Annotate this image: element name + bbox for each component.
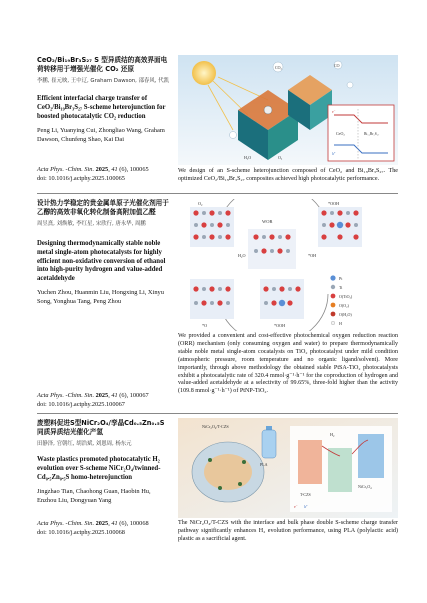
entry-2-citation: Acta Phys. -Chim. Sin. 2025, 41 (6), 100067 doi: 10.1016/j.actphy.2025.100067 xyxy=(37,392,170,409)
entry-3-citation: Acta Phys. -Chim. Sin. 2025, 41 (6), 100068 doi: 10.1016/j.actphy.2025.100068 xyxy=(37,520,170,537)
entry-1-article: 100065 xyxy=(129,166,149,173)
svg-text:O₂: O₂ xyxy=(198,201,203,206)
svg-text:O(TiO₂): O(TiO₂) xyxy=(339,294,353,299)
svg-text:NiCr₂O₄/T-CZS: NiCr₂O₄/T-CZS xyxy=(202,424,229,429)
entry-2-issue: (6) xyxy=(119,392,127,399)
band-diagram-inset xyxy=(328,105,394,161)
entry-3-caption: The NiCr₂O₄/T-CZS with the interface and bulk phase double S-scheme charge transfer pathway significantly enhances H₂ evolution performance, using PLA (polylactic acid) plastic as a sacrificial agent. xyxy=(178,520,398,542)
entry-3-en-title[interactable]: Waste plastics promoted photocatalytic H₂ evolution over S-scheme NiCr₂O₄/twinned-Cd₀.₅Zn₀.₅S homo-heterojunction xyxy=(37,456,161,481)
svg-text:H₂: H₂ xyxy=(330,432,335,437)
svg-text:e⁻: e⁻ xyxy=(294,505,298,509)
entry-1-year: 2025 xyxy=(95,166,109,173)
separator-1 xyxy=(37,193,398,194)
entry-1-cn-authors: 李鹏, 崔元映, 王中辽, Graham Dawson, 邵春风, 代凯 xyxy=(37,78,169,85)
entry-3-year: 2025 xyxy=(95,520,109,527)
svg-text:WOR: WOR xyxy=(262,219,273,224)
entry-3-article: 100068 xyxy=(129,520,149,527)
entry-2-text xyxy=(37,199,170,306)
entry-3-doi[interactable]: doi: 10.1016/j.actphy.2025.100068 xyxy=(37,528,125,536)
entry-2-volume: 41 xyxy=(111,392,118,399)
homo-heterojunction-illustration xyxy=(178,418,398,518)
svg-text:CeO₂: CeO₂ xyxy=(336,131,345,136)
svg-text:T-CZS: T-CZS xyxy=(300,492,311,497)
entry-1-journal: Acta Phys. -Chim. Sin. xyxy=(37,166,95,173)
entry-1-caption: We design of an S-scheme heterojunction composed of CeO₂ and Bi₁₉Br₃S₂₇. The optimized CeO₂/Bi₁₉Br₃S₂₇ composites achieved high photocatalytic performance. xyxy=(178,168,398,182)
entry-3-figure xyxy=(178,418,398,518)
svg-text:O(O₂): O(O₂) xyxy=(339,303,349,308)
entry-1-en-title[interactable]: Efficient interfacial charge transfer of CeO₂/Bi₁₉Br₃S₂₇ S-scheme heterojunction for boosted photocatalytic CO₂ reduction xyxy=(37,95,166,120)
entry-3-cn-title: 废塑料促进S型NiCr₂O₄/孪晶Cd₀.₅Zn₀.₅S同质异质结光催化产氢 xyxy=(37,419,165,437)
entry-3-text xyxy=(37,419,170,505)
svg-text:O(H₂O): O(H₂O) xyxy=(339,312,352,317)
entry-1-citation: Acta Phys. -Chim. Sin. 2025, 41 (6), 100065 doi: 10.1016/j.actphy.2025.100065 xyxy=(37,166,170,183)
svg-text:NiCr₂O₄: NiCr₂O₄ xyxy=(358,484,372,489)
entry-2-doi[interactable]: doi: 10.1016/j.actphy.2025.100067 xyxy=(37,400,125,408)
entry-3-journal: Acta Phys. -Chim. Sin. xyxy=(37,520,95,527)
svg-text:CO₂: CO₂ xyxy=(275,65,282,70)
svg-text:H: H xyxy=(339,321,342,326)
svg-text:Bi₁₉Br₃S₂₇: Bi₁₉Br₃S₂₇ xyxy=(364,132,380,136)
svg-text:O₂: O₂ xyxy=(278,155,283,160)
orr-mechanism-illustration xyxy=(178,199,398,331)
entry-3-en-authors: Jingzhao Tian, Chaohong Guan, Haobin Hu, Enzhou Liu, Dongyuan Yang xyxy=(37,488,151,504)
entry-3-volume: 41 xyxy=(111,520,118,527)
entry-2-caption: We provided a convenient and cost-effective photochemical oxygen reduction reaction (ORR) mechanism (only consuming oxygen and water) to prepare thermodynamically stable noble metal single-atom cocatalysts on TiO₂ photocatalyst under mild condition (atmospheric pressure, room temperature and no organic ligand/solvent). More importantly, through above methodology the obtained stable PtSA-TiO₂ photocatalysts exhibit a photocatalytic rate of 320.4 mmol·g⁻¹·h⁻¹ for the coproduction of hydrogen and value-added acetaldehyde at a selectivity of 99.65%, three-fold higher than the activity (109.8 mmol·g⁻¹·h⁻¹) of PtNP-TiO₂. xyxy=(178,333,398,395)
double-s-scheme-diagram xyxy=(290,426,392,512)
svg-text:H₂O: H₂O xyxy=(244,155,252,160)
s-scheme-illustration xyxy=(178,55,398,165)
entry-2-en-title[interactable]: Designing thermodynamically stable noble metal single-atom photocatalysts for highly efficient non-oxidative conversion of ethanol into high-purity hydrogen and value-added acetaldehyde xyxy=(37,240,166,282)
entry-2-journal: Acta Phys. -Chim. Sin. xyxy=(37,392,95,399)
svg-text:*OOH: *OOH xyxy=(274,323,286,328)
svg-text:h⁺: h⁺ xyxy=(304,505,308,509)
svg-text:H₂O: H₂O xyxy=(238,253,246,258)
entry-1-text xyxy=(37,56,170,144)
svg-text:h⁺: h⁺ xyxy=(332,152,336,156)
svg-text:*OOH: *OOH xyxy=(328,201,340,206)
entry-2-en-authors: Yuchen Zhou, Huanmin Liu, Hongxing Li, Xinyu Song, Yonghua Tang, Peng Zhou xyxy=(37,289,164,305)
entry-2-cn-title: 设计热力学稳定的贵金属单原子光催化剂用于乙醇的高效非氧化转化制备高附加值乙醛 xyxy=(37,199,169,217)
entry-3-cn-authors: 田静泽, 官朝红, 胡浩斌, 刘恩周, 杨东元 xyxy=(37,441,132,448)
entry-2-article: 100067 xyxy=(129,392,149,399)
svg-text:Pt: Pt xyxy=(339,276,343,281)
svg-text:Ti: Ti xyxy=(339,285,343,290)
entry-1-volume: 41 xyxy=(111,166,118,173)
svg-text:*O: *O xyxy=(202,323,208,328)
entry-1-issue: (6) xyxy=(119,166,127,173)
entry-1-figure xyxy=(178,55,398,165)
entry-2-year: 2025 xyxy=(95,392,109,399)
svg-text:e⁻: e⁻ xyxy=(332,110,336,114)
entry-2-figure xyxy=(178,199,398,331)
separator-2 xyxy=(37,413,398,414)
entry-1-cn-title: CeO₂/Bi₁₉Br₃S₂₇ S 型异质结的高效界面电荷转移用于增强光催化 CO₂ 还原 xyxy=(37,56,168,74)
svg-text:CO: CO xyxy=(334,63,340,68)
svg-text:*OH: *OH xyxy=(308,253,317,258)
entry-2-cn-authors: 周昱熹, 刘焕敏, 李红星, 宋欣行, 唐永华, 周鹏 xyxy=(37,221,146,228)
sun-icon xyxy=(192,61,216,85)
entry-3-issue: (6) xyxy=(119,520,127,527)
entry-1-en-authors: Peng Li, Yuanying Cui, Zhongliao Wang, Graham Dawson, Chunfeng Shao, Kai Dai xyxy=(37,127,165,143)
entry-1-doi[interactable]: doi: 10.1016/j.actphy.2025.100065 xyxy=(37,174,125,182)
svg-text:PLA: PLA xyxy=(260,462,268,467)
